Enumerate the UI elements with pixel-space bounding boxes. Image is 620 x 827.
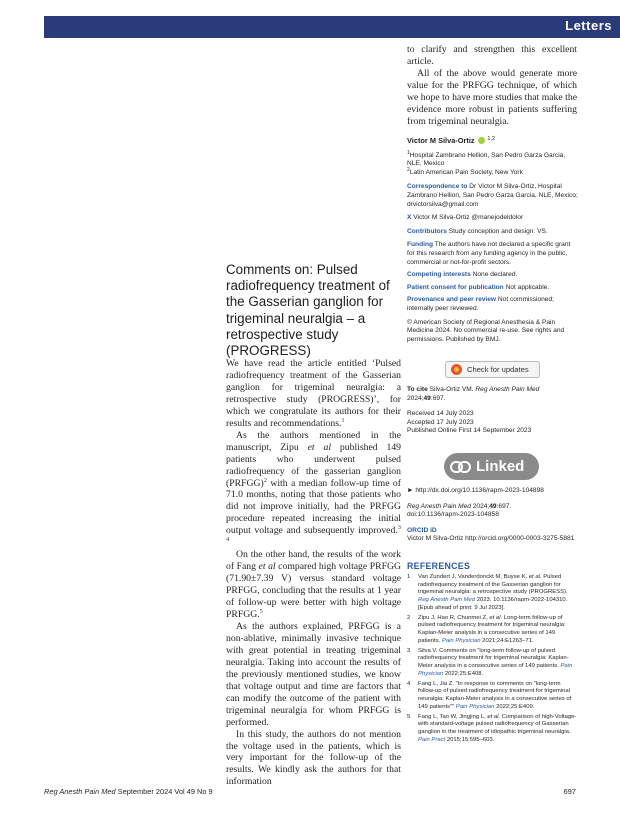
reference-item: 3 Silva V. Comments on “long-term follow-up of pulsed radiofrequency treatment for trigeminal neuralgia: Kaplan-Meier analysis in a consecutive series of 149 patients. Pain Physician 2022;25:E408. bbox=[407, 647, 573, 677]
reference-item: 2 Zipu J, Hao R, Chunmei Z, et al. Long-term follow-up of pulsed radiofrequency treatment for trigeminal neuralgia: Kaplan-Meier analysis in a consecutive series of 149 patients. Pain Physician 2021;24:E1263–71. bbox=[407, 614, 566, 644]
link-icon bbox=[450, 461, 472, 473]
page-footer bbox=[44, 787, 576, 801]
article-title: Comments on: Pulsed radiofrequency treatment of the Gasserian ganglion for trigeminal neuralgia – a retrospective study (PROGRESS) bbox=[226, 262, 390, 359]
body-paragraph: In this study, the authors do not mention the voltage used in the patients, which is very important for the follow-up of the results. We kindly ask the authors for that information bbox=[226, 728, 401, 788]
contributors: Contributors Study conception and design: VS. bbox=[407, 227, 548, 235]
crossmark-icon bbox=[451, 364, 462, 375]
orcid-link[interactable]: Victor M Silva-Ortiz http://orcid.org/0000-0003-3275-5881 bbox=[407, 535, 575, 543]
journal-link[interactable]: Reg Anesth Pain Med bbox=[418, 597, 476, 604]
reference-item: 5 Fang L, Tao W, Jingjing L, et al. Comparison of high-Voltage- with standard-voltage pulsed radiofrequency of Gasserian ganglion in the treatment of idiopathic trigeminal neuralgia. Pain Pract 2015;15:595–603. bbox=[407, 713, 577, 743]
accepted-date: Accepted 17 July 2023 bbox=[407, 418, 474, 426]
body-paragraph: As the authors explained, PRFGG is a non-ablative, minimally invasive technique with great potential in treating trigeminal neuralgia. Taking into account the results of the previously mentioned studies, we know that voltage output and time are factors that can modify the outcome of the patient with trigeminal neuralgia for whom PRFGG is performed. bbox=[226, 620, 401, 728]
section-label: Letters bbox=[565, 18, 612, 33]
competing-interests: Competing interests None declared. bbox=[407, 271, 518, 279]
reference-item: 1 Van Zundert J, Vanderdonckt M, Buyse K, et al. Pulsed radiofrequency treatment of the Gasserian ganglion for trigeminal neuralgia: a retrospective study (PROGRESS). Reg Anesth Pain Med 2023. 10.1136/rapm-2022-104310. [Epub ahead of print: 9 Jul 2023]. bbox=[407, 574, 568, 611]
orcid-icon[interactable] bbox=[478, 137, 485, 144]
author-name: Victor M Silva-Ortiz bbox=[407, 136, 475, 145]
reference-item: 4 Fang L, Jia Z. "In response to comments on “long-term follow-up of pulsed radiofrequency treatment for trigeminal neuralgia: Kaplan-Meier analysis in a consecutive series of 149 patients”" Pain Physician 2022;25:E409. bbox=[407, 680, 572, 710]
article-body-continued bbox=[407, 44, 577, 128]
body-paragraph: to clarify and strengthen this excellent article. bbox=[407, 44, 577, 67]
doi-block bbox=[407, 487, 579, 544]
journal-link[interactable]: Pain Pract bbox=[418, 736, 446, 743]
footer-citation: Reg Anesth Pain Med September 2024 Vol 49 No 9 bbox=[44, 787, 213, 796]
check-updates-label: Check for updates bbox=[467, 365, 529, 374]
provenance: Provenance and peer review Not commissioned; internally peer reviewed. bbox=[407, 296, 554, 312]
copyright: © American Society of Regional Anesthesia & Pain Medicine 2024. No commercial re-use. See rights and permissions. Published by BMJ. bbox=[407, 318, 565, 343]
body-paragraph: On the other hand, the results of the work of Fang et al compared high voltage PRFGG (71.90±7.39 V) versus standard voltage PRFGG, concluding that the results at 1 year of follow-up were better with high voltage PRFGG.$^5$ bbox=[226, 549, 401, 621]
published-date: Published Online First 14 September 2023 bbox=[407, 427, 532, 435]
received-date: Received 14 July 2023 bbox=[407, 410, 474, 418]
linked-badge[interactable] bbox=[444, 453, 539, 480]
patient-consent: Patient consent for publication Not applicable. bbox=[407, 283, 550, 291]
body-paragraph: All of the above would generate more value for the PRFGG technique, of which we hope to have more studies that make the evidence more robust in patients suffering from trigeminal neuralgia. bbox=[407, 67, 577, 127]
x-icon: X bbox=[407, 214, 412, 222]
to-cite: To cite Silva-Ortiz VM. Reg Anesth Pain Med 2024;49:697. bbox=[407, 386, 540, 402]
journal-link[interactable]: Pain Physician bbox=[441, 637, 481, 644]
affiliation-1: $^1$Hospital Zambrano Hellion, San Pedro Garza Garcia, NLE, Mexico bbox=[407, 149, 566, 168]
affiliation-sup: 1,2 bbox=[487, 135, 495, 142]
references-heading: REFERENCES bbox=[407, 561, 471, 571]
correspondence: Correspondence to Dr Victor M Silva-Ortiz, Hospital Zambrano Hellion, San Pedro Garza Garcia, NLE, Mexico; drvictorsilva@gmail.com bbox=[407, 183, 578, 208]
doi: doi:10.1136/rapm-2023-104858 bbox=[407, 511, 499, 519]
journal-citation: Reg Anesth Pain Med 2024;49:697. bbox=[407, 502, 512, 510]
citation-block bbox=[407, 386, 579, 436]
author-block bbox=[407, 137, 579, 344]
linked-label: Linked bbox=[476, 458, 525, 475]
journal-link[interactable]: Pain Physician bbox=[455, 703, 495, 710]
journal-link[interactable]: Pain Physician bbox=[418, 663, 573, 677]
page-number: 697 bbox=[563, 787, 576, 796]
body-paragraph: We have read the article entitled ‘Pulsed radiofrequency treatment of the Gasserian ganglion for trigeminal neuralgia: a retrospective study (PROGRESS)’, for which we congratulate its authors for their results and recommendations.$^1$ bbox=[226, 358, 401, 429]
references-list bbox=[407, 574, 579, 747]
check-for-updates-button[interactable] bbox=[445, 361, 540, 378]
section-header-bar bbox=[44, 16, 620, 38]
x-handle: X Victor M Silva-Ortiz @manejodeldolor bbox=[407, 214, 524, 222]
orcid-heading: ORCID iD bbox=[407, 526, 437, 534]
funding: Funding The authors have not declared a specific grant for this research from any funding agency in the public, commercial or not-for-profit sectors. bbox=[407, 241, 571, 266]
affiliation-2: $^2$Latin American Pain Society, New York bbox=[407, 166, 523, 176]
body-paragraph: As the authors mentioned in the manuscript, Zipu et al published 149 patients who underwent pulsed radiofrequency of the gasserian ganglion (PRFGG)$^2$ with a median follow-up time of 71.0 months, noting that those patients who did not improve initially, had the PRFGG procedure repeated increasing the initial output voltage and subsequently improved.$^{3 4}$ bbox=[226, 429, 402, 544]
article-body bbox=[226, 358, 401, 788]
linked-doi-link[interactable]: ► http://dx.doi.org/10.1136/rapm-2023-104898 bbox=[407, 487, 544, 494]
